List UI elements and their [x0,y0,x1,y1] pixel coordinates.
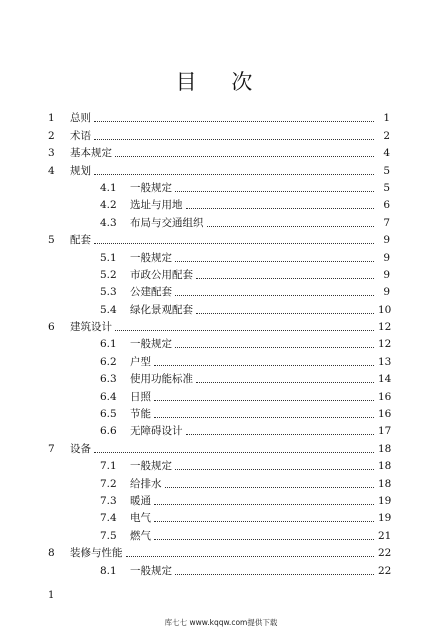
toc-dot-leader [207,226,375,227]
toc-entry-title: 一般规定 [130,564,172,577]
toc-section-entry[interactable] [48,543,390,560]
toc-entry-page: 19 [378,494,392,507]
toc-entry-number: 5 [48,234,55,247]
toc-dot-leader [196,382,374,383]
toc-dot-leader [154,539,374,540]
toc-dot-leader [175,347,374,348]
toc-entry-number: 8 [48,547,55,560]
toc-entry-page: 10 [378,303,392,316]
toc-section-entry[interactable] [48,160,390,177]
toc-subsection-entry[interactable] [48,491,390,508]
toc-entry-number: 6.4 [100,390,117,403]
toc-entry-page: 2 [383,129,390,142]
toc-entry-number: 7.3 [100,494,117,507]
toc-entry-number: 4.2 [100,199,117,212]
toc-entry-title: 市政公用配套 [130,268,193,281]
page-title: 目 次 [175,70,267,94]
toc-subsection-entry[interactable] [48,351,390,368]
toc-entry-page: 19 [378,512,392,525]
toc-entry-number: 5.2 [100,268,117,281]
toc-section-entry[interactable] [48,317,390,334]
table-of-contents [48,108,390,578]
toc-entry-number: 6 [48,321,55,334]
toc-dot-leader [175,574,374,575]
toc-entry-title: 总则 [70,112,91,125]
toc-entry-title: 一般规定 [130,460,172,473]
toc-subsection-entry[interactable] [48,212,390,229]
toc-dot-leader [196,278,374,279]
toc-section-entry[interactable] [48,230,390,247]
toc-section-entry[interactable] [48,438,390,455]
toc-entry-number: 8.1 [100,564,117,577]
toc-subsection-entry[interactable] [48,334,390,351]
toc-entry-number: 5.4 [100,303,117,316]
toc-entry-title: 建筑设计 [70,321,112,334]
toc-entry-page: 12 [378,321,392,334]
toc-entry-title: 给排水 [130,477,162,490]
toc-entry-page: 21 [378,529,392,542]
toc-entry-number: 6.5 [100,408,117,421]
toc-entry-title: 燃气 [130,529,151,542]
toc-subsection-entry[interactable] [48,178,390,195]
toc-entry-page: 14 [378,373,392,386]
toc-entry-title: 术语 [70,129,91,142]
toc-entry-number: 3 [48,147,55,160]
toc-entry-page: 18 [378,460,392,473]
toc-entry-page: 9 [383,268,390,281]
toc-entry-number: 2 [48,129,55,142]
toc-entry-page: 9 [383,286,390,299]
toc-subsection-entry[interactable] [48,195,390,212]
toc-entry-number: 1 [48,112,55,125]
toc-entry-title: 无障碍设计 [130,425,183,438]
toc-entry-title: 基本规定 [70,147,112,160]
toc-entry-page: 6 [383,199,390,212]
toc-entry-title: 日照 [130,390,151,403]
toc-entry-page: 16 [378,390,392,403]
toc-dot-leader [175,295,374,296]
toc-dot-leader [175,469,374,470]
toc-entry-number: 6.1 [100,338,117,351]
toc-entry-page: 18 [378,442,392,455]
toc-dot-leader [165,487,375,488]
toc-entry-title: 电气 [130,512,151,525]
toc-dot-leader [186,208,375,209]
toc-entry-title: 配套 [70,234,91,247]
toc-entry-page: 7 [383,216,390,229]
toc-subsection-entry[interactable] [48,369,390,386]
toc-subsection-entry[interactable] [48,525,390,542]
toc-entry-title: 设备 [70,442,91,455]
toc-entry-title: 绿化景观配套 [130,303,193,316]
toc-entry-title: 一般规定 [130,338,172,351]
toc-entry-page: 13 [378,355,392,368]
toc-entry-title: 公建配套 [130,286,172,299]
toc-dot-leader [94,452,374,453]
toc-entry-page: 16 [378,408,392,421]
toc-dot-leader [115,330,374,331]
toc-dot-leader [154,521,374,522]
toc-dot-leader [94,121,374,122]
toc-subsection-entry[interactable] [48,386,390,403]
toc-section-entry[interactable] [48,143,390,160]
toc-section-entry[interactable] [48,125,390,142]
toc-subsection-entry[interactable] [48,473,390,490]
toc-entry-title: 节能 [130,408,151,421]
toc-dot-leader [154,417,374,418]
footer-credit: 库七七 www.kqqw.com提供下载 [164,618,278,627]
toc-entry-page: 22 [378,547,392,560]
toc-subsection-entry[interactable] [48,404,390,421]
toc-entry-title: 暖通 [130,494,151,507]
toc-entry-page: 18 [378,477,392,490]
toc-entry-title: 布局与交通组织 [130,216,204,229]
toc-entry-title: 一般规定 [130,251,172,264]
toc-subsection-entry[interactable] [48,421,390,438]
toc-subsection-entry[interactable] [48,247,390,264]
toc-entry-number: 4.3 [100,216,117,229]
toc-entry-page: 17 [378,425,392,438]
page-number: 1 [48,590,55,601]
toc-entry-number: 7.5 [100,529,117,542]
toc-entry-page: 5 [383,181,390,194]
toc-entry-number: 5.3 [100,286,117,299]
toc-entry-number: 6.3 [100,373,117,386]
toc-entry-page: 4 [383,147,390,160]
toc-entry-number: 7.4 [100,512,117,525]
toc-dot-leader [126,556,375,557]
toc-subsection-entry[interactable] [48,508,390,525]
toc-entry-number: 6.6 [100,425,117,438]
toc-entry-title: 选址与用地 [130,199,183,212]
toc-entry-title: 规划 [70,164,91,177]
toc-entry-page: 1 [383,112,390,125]
toc-entry-page: 22 [378,564,392,577]
toc-entry-page: 12 [378,338,392,351]
toc-entry-number: 4 [48,164,55,177]
toc-entry-number: 6.2 [100,355,117,368]
toc-subsection-entry[interactable] [48,456,390,473]
toc-dot-leader [175,261,374,262]
toc-subsection-entry[interactable] [48,265,390,282]
toc-entry-title: 一般规定 [130,181,172,194]
toc-subsection-entry[interactable] [48,282,390,299]
toc-entry-title: 使用功能标准 [130,373,193,386]
toc-dot-leader [175,191,374,192]
toc-entry-title: 户型 [130,355,151,368]
toc-subsection-entry[interactable] [48,560,390,577]
toc-dot-leader [94,243,374,244]
toc-dot-leader [94,174,374,175]
toc-entry-page: 9 [383,251,390,264]
toc-dot-leader [154,365,374,366]
toc-entry-number: 7 [48,442,55,455]
toc-dot-leader [154,504,374,505]
toc-section-entry[interactable] [48,108,390,125]
toc-dot-leader [154,400,374,401]
toc-dot-leader [115,156,374,157]
toc-dot-leader [186,434,375,435]
toc-entry-page: 9 [383,234,390,247]
toc-entry-title: 装修与性能 [70,547,123,560]
toc-entry-number: 7.1 [100,460,117,473]
toc-dot-leader [94,139,374,140]
toc-entry-page: 5 [383,164,390,177]
toc-dot-leader [196,313,374,314]
toc-entry-number: 4.1 [100,181,117,194]
toc-entry-number: 7.2 [100,477,117,490]
toc-entry-number: 5.1 [100,251,117,264]
toc-subsection-entry[interactable] [48,299,390,316]
